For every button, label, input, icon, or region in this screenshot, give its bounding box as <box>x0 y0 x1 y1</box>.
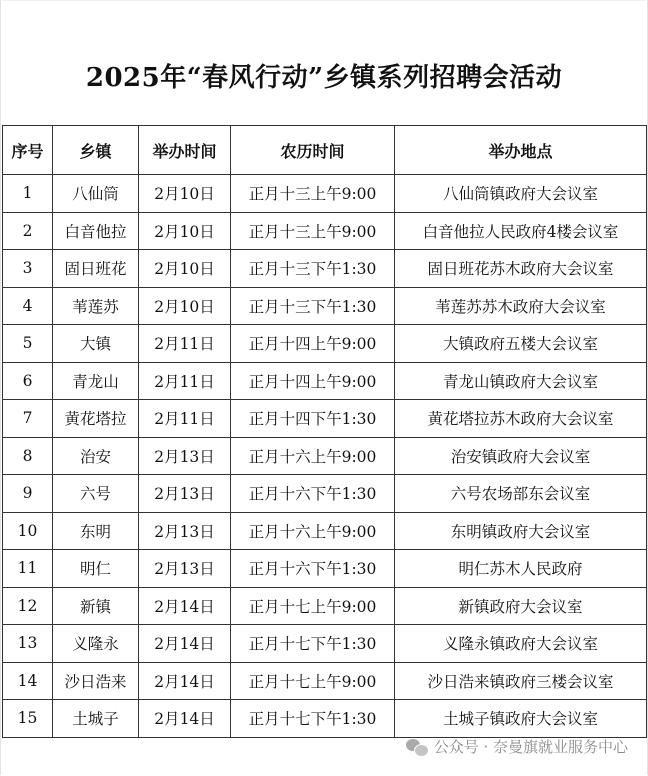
cell-index: 3 <box>3 250 53 288</box>
table-row <box>3 437 647 475</box>
cell-date: 2月13日 <box>139 550 231 588</box>
cell-township: 黄花塔拉 <box>53 400 139 438</box>
cell-index: 14 <box>3 662 53 700</box>
page-title: 2025年“春风行动”乡镇系列招聘会活动 <box>85 63 563 94</box>
cell-township: 白音他拉 <box>53 212 139 250</box>
cell-township: 苇莲苏 <box>53 287 139 325</box>
cell-lunar-time: 正月十四下午1:30 <box>231 400 395 438</box>
watermark <box>406 736 628 757</box>
table-body <box>3 175 647 738</box>
cell-index: 1 <box>3 175 53 213</box>
header-lunar-time: 农历时间 <box>231 126 395 175</box>
cell-township: 东明 <box>53 512 139 550</box>
cell-date: 2月10日 <box>139 175 231 213</box>
wechat-icon <box>406 738 428 756</box>
cell-index: 11 <box>3 550 53 588</box>
cell-lunar-time: 正月十三下午1:30 <box>231 250 395 288</box>
cell-venue: 沙日浩来镇政府三楼会议室 <box>395 662 647 700</box>
cell-township: 六号 <box>53 475 139 513</box>
cell-venue: 大镇政府五楼大会议室 <box>395 325 647 363</box>
cell-date: 2月14日 <box>139 662 231 700</box>
table-row <box>3 587 647 625</box>
cell-date: 2月14日 <box>139 625 231 663</box>
cell-venue: 八仙筒镇政府大会议室 <box>395 175 647 213</box>
cell-venue: 白音他拉人民政府4楼会议室 <box>395 212 647 250</box>
table-row <box>3 212 647 250</box>
cell-venue: 义隆永镇政府大会议室 <box>395 625 647 663</box>
cell-index: 7 <box>3 400 53 438</box>
cell-index: 8 <box>3 437 53 475</box>
cell-index: 2 <box>3 212 53 250</box>
cell-lunar-time: 正月十四上午9:00 <box>231 325 395 363</box>
cell-date: 2月11日 <box>139 362 231 400</box>
table-row <box>3 550 647 588</box>
cell-lunar-time: 正月十三下午1:30 <box>231 287 395 325</box>
cell-township: 治安 <box>53 437 139 475</box>
cell-township: 义隆永 <box>53 625 139 663</box>
table-header-row <box>3 126 647 175</box>
header-venue: 举办地点 <box>395 126 647 175</box>
table-row <box>3 700 647 738</box>
table-row <box>3 175 647 213</box>
cell-index: 4 <box>3 287 53 325</box>
cell-date: 2月11日 <box>139 325 231 363</box>
cell-lunar-time: 正月十六下午1:30 <box>231 475 395 513</box>
table-row <box>3 625 647 663</box>
cell-date: 2月10日 <box>139 250 231 288</box>
cell-lunar-time: 正月十六下午1:30 <box>231 550 395 588</box>
table-row <box>3 250 647 288</box>
cell-township: 新镇 <box>53 587 139 625</box>
cell-lunar-time: 正月十三上午9:00 <box>231 175 395 213</box>
schedule-table <box>2 125 647 738</box>
cell-venue: 六号农场部东会议室 <box>395 475 647 513</box>
table-row <box>3 287 647 325</box>
cell-lunar-time: 正月十三上午9:00 <box>231 212 395 250</box>
cell-lunar-time: 正月十六上午9:00 <box>231 512 395 550</box>
cell-township: 大镇 <box>53 325 139 363</box>
cell-date: 2月13日 <box>139 512 231 550</box>
cell-index: 10 <box>3 512 53 550</box>
cell-date: 2月13日 <box>139 437 231 475</box>
cell-venue: 新镇政府大会议室 <box>395 587 647 625</box>
cell-township: 固日班花 <box>53 250 139 288</box>
cell-date: 2月14日 <box>139 587 231 625</box>
cell-venue: 土城子镇政府大会议室 <box>395 700 647 738</box>
cell-venue: 固日班花苏木政府大会议室 <box>395 250 647 288</box>
watermark-text: 公众号 · 奈曼旗就业服务中心 <box>433 738 628 756</box>
cell-index: 5 <box>3 325 53 363</box>
table-row <box>3 400 647 438</box>
cell-venue: 苇莲苏苏木政府大会议室 <box>395 287 647 325</box>
cell-lunar-time: 正月十四上午9:00 <box>231 362 395 400</box>
cell-lunar-time: 正月十七上午9:00 <box>231 662 395 700</box>
table-row <box>3 662 647 700</box>
cell-lunar-time: 正月十七上午9:00 <box>231 587 395 625</box>
cell-index: 6 <box>3 362 53 400</box>
header-township: 乡镇 <box>53 126 139 175</box>
cell-date: 2月10日 <box>139 212 231 250</box>
cell-venue: 明仁苏木人民政府 <box>395 550 647 588</box>
cell-date: 2月14日 <box>139 700 231 738</box>
cell-index: 9 <box>3 475 53 513</box>
header-index: 序号 <box>3 126 53 175</box>
cell-venue: 治安镇政府大会议室 <box>395 437 647 475</box>
cell-township: 明仁 <box>53 550 139 588</box>
cell-date: 2月11日 <box>139 400 231 438</box>
cell-township: 八仙筒 <box>53 175 139 213</box>
cell-lunar-time: 正月十六上午9:00 <box>231 437 395 475</box>
cell-township: 青龙山 <box>53 362 139 400</box>
cell-lunar-time: 正月十七下午1:30 <box>231 700 395 738</box>
cell-venue: 黄花塔拉苏木政府大会议室 <box>395 400 647 438</box>
cell-township: 沙日浩来 <box>53 662 139 700</box>
cell-township: 土城子 <box>53 700 139 738</box>
header-date: 举办时间 <box>139 126 231 175</box>
cell-lunar-time: 正月十七下午1:30 <box>231 625 395 663</box>
table-row <box>3 325 647 363</box>
cell-index: 13 <box>3 625 53 663</box>
cell-index: 15 <box>3 700 53 738</box>
table-row <box>3 475 647 513</box>
cell-venue: 东明镇政府大会议室 <box>395 512 647 550</box>
table-row <box>3 362 647 400</box>
table-row <box>3 512 647 550</box>
cell-venue: 青龙山镇政府大会议室 <box>395 362 647 400</box>
cell-date: 2月10日 <box>139 287 231 325</box>
cell-index: 12 <box>3 587 53 625</box>
cell-date: 2月13日 <box>139 475 231 513</box>
